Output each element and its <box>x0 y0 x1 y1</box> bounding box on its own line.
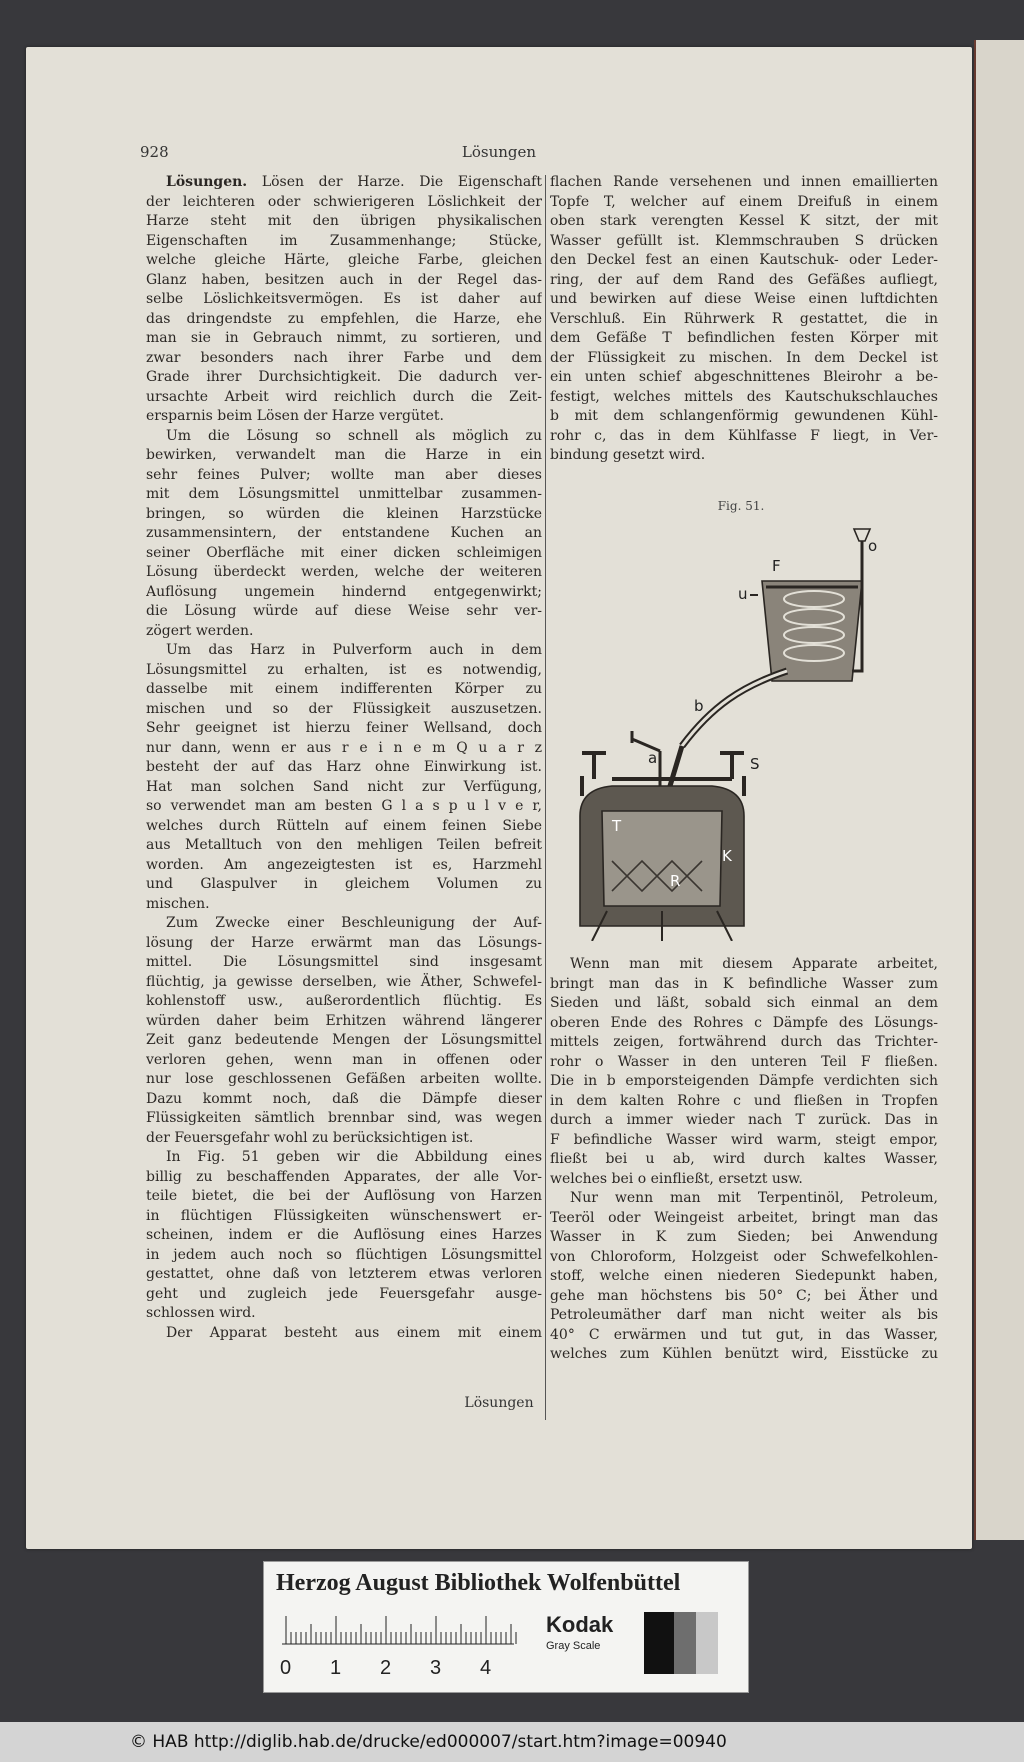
color-calibration-card <box>263 1561 749 1693</box>
text-line: mittel. Die Lösungsmittel sind insgesamt <box>146 954 542 970</box>
text-line: bewirken, verwandelt man die Harze in ein <box>146 447 542 463</box>
text-line: Zum Zwecke einer Beschleunigung der Auf- <box>166 915 542 931</box>
text-line: In Fig. 51 geben wir die Abbildung eines <box>166 1149 542 1165</box>
text-line: nur lose geschlossenen Gefäßen arbeiten wollte. <box>146 1071 542 1087</box>
text-line: Sehr geeignet ist hierzu feiner Wellsand, doch <box>146 720 542 736</box>
text-line: die Lösung würde auf diese Weise sehr ver- <box>146 603 542 619</box>
text-line: Wasser in K zum Sieden; bei Anwendung <box>550 1229 938 1245</box>
text-line: Auflösung ungemein hindernd entgegenwirkt; <box>146 583 542 600</box>
text-line: der Feuersgefahr wohl zu berücksichtigen ist. <box>146 1129 474 1146</box>
text-line: teile bietet, die bei der Auflösung von Harzen <box>146 1188 542 1204</box>
text-line: zusammensintern, der entstandene Kuchen an <box>146 525 542 541</box>
text-line: Wenn man mit diesem Apparate arbeitet, <box>570 956 938 972</box>
text-line: ein unten schief abgeschnittenes Bleirohr a be- <box>550 369 938 385</box>
text-line: Dazu kommt noch, daß die Dämpfe dieser <box>146 1090 542 1107</box>
label-K: K <box>722 847 732 865</box>
text-line: Wasser gefüllt ist. Klemmschrauben S drücken <box>550 232 938 249</box>
text-line: bringt man das in K befindliche Wasser zum <box>550 975 938 992</box>
gray-scale-label: Gray Scale <box>546 1640 601 1652</box>
figure-caption: Fig. 51. <box>717 499 765 513</box>
catchword: Lösungen <box>464 1395 534 1411</box>
label-o: o <box>868 537 878 555</box>
ruler-scale <box>278 1612 518 1682</box>
text-line: würden daher beim Erhitzen während längerer <box>146 1012 542 1029</box>
cooling-vessel-F <box>762 581 862 681</box>
text-line: in jedem auch noch so flüchtigen Lösungsmittel <box>146 1246 542 1263</box>
gray-patch-black <box>644 1612 674 1674</box>
text-line: lösung der Harze erwärmt man das Lösungs- <box>146 934 542 951</box>
text-line: in dem kalten Rohre c und fließen in Tropfen <box>550 1092 938 1109</box>
text-line: 40° C erwärmen und tut gut, in das Wasser, <box>550 1326 938 1343</box>
ruler-number: 3 <box>430 1657 442 1679</box>
text-line: Nur wenn man mit Terpentinöl, Petroleum, <box>570 1190 938 1206</box>
text-line: so verwendet man am besten G l a s p u l v e r, <box>146 798 542 814</box>
text-line: Lösung überdeckt werden, welche der weiteren <box>146 564 542 580</box>
label-F: F <box>772 557 781 575</box>
text-line: Petroleumäther darf man nicht weiter als bis <box>550 1307 938 1323</box>
text-line: rohr c, das in dem Kühlfasse F liegt, in Ver- <box>550 427 938 444</box>
text-line: und Glaspulver in gleichem Volumen zu <box>146 876 542 892</box>
text-line: dem Gefäße T befindlichen festen Körper mit <box>550 330 938 346</box>
book-page <box>26 47 972 1549</box>
text-line: Verschluß. Ein Rührwerk R gestattet, die in <box>550 310 938 327</box>
text-line: gehe man höchstens bis 50° C; bei Äther und <box>550 1287 938 1304</box>
text-line: bindung gesetzt wird. <box>550 447 706 463</box>
adjacent-page-edge <box>974 40 1024 1540</box>
text-line: bringen, so würden die kleinen Harzstücke <box>146 505 542 522</box>
text-line: das dringendste zu empfehlen, die Harze, ehe <box>146 310 542 327</box>
text-line: den Deckel fest an einen Kautschuk- oder Leder- <box>550 252 938 268</box>
text-line: rohr o Wasser in den unteren Teil F fließen. <box>550 1053 938 1070</box>
text-line: sehr feines Pulver; wollte man aber dieses <box>146 466 542 483</box>
text-line: Eigenschaften im Zusammenhange; Stücke, <box>146 232 542 249</box>
text-line: ursachte Arbeit wird reichlich durch die Zeit- <box>146 388 542 405</box>
running-title: Lösungen <box>461 143 537 161</box>
text-line: verloren gehen, wenn man in offenen oder <box>146 1051 542 1068</box>
text-line: flachen Rande versehenen und innen emaillierten <box>550 174 938 190</box>
label-u: u <box>738 585 748 603</box>
library-name: Herzog August Bibliothek Wolfenbüttel <box>276 1570 681 1596</box>
text-line: in flüchtigen Flüssigkeiten wünschenswert er- <box>146 1207 542 1224</box>
text-line: Hat man solchen Sand nicht zur Verfügung, <box>146 778 542 795</box>
text-line: der Flüssigkeit zu mischen. In dem Deckel ist <box>550 349 938 366</box>
label-R: R <box>670 872 681 890</box>
text-line: Topfe T, welcher auf einem Dreifuß in einem <box>550 193 938 210</box>
text-line: Um die Lösung so schnell als möglich zu <box>166 427 542 444</box>
text-line: zögert werden. <box>146 622 254 639</box>
text-line: Teeröl oder Weingeist arbeitet, bringt man das <box>550 1209 938 1226</box>
gray-patch-light <box>696 1612 718 1674</box>
text-line: dasselbe mit einem indifferenten Körper zu <box>146 681 542 697</box>
label-T: T <box>612 817 622 835</box>
text-line: von Chloroform, Holzgeist oder Schwefelkohlen- <box>550 1248 938 1265</box>
text-line: scheinen, indem er die Auflösung eines Harzes <box>146 1227 542 1243</box>
text-line: billig zu beschaffenden Apparates, der alle Vor- <box>146 1168 542 1185</box>
ruler-number: 1 <box>330 1657 342 1679</box>
text-line: Grade ihrer Durchsichtigkeit. Die dadurch ver- <box>146 369 542 385</box>
text-line: Sieden und läßt, sobald sich einmal an dem <box>550 995 938 1011</box>
ruler-number: 0 <box>280 1657 292 1679</box>
text-line: stoff, welche einen niederen Siedepunkt haben, <box>550 1268 938 1284</box>
text-line: seiner Oberfläche mit einer dicken schleimigen <box>146 544 542 561</box>
label-b: b <box>694 697 704 715</box>
text-line: Der Apparat besteht aus einem mit einem <box>166 1324 542 1341</box>
right-column-bottom <box>544 955 938 1365</box>
text-line: oben stark verengten Kessel K sitzt, der mit <box>550 213 938 229</box>
text-line: b mit dem schlangenförmig gewundenen Kühl- <box>550 408 938 424</box>
text-line: der leichteren oder schwierigeren Löslichkeit der <box>146 193 542 210</box>
gray-patch-dark <box>674 1612 696 1674</box>
text-line: welche gleiche Härte, gleiche Farbe, gleichen <box>146 252 542 268</box>
text-line: fließt bei u ab, wird durch kaltes Wasser, <box>550 1151 938 1167</box>
text-line: mischen und so der Flüssigkeit auszusetzen. <box>146 700 542 717</box>
text-line: aus Metalltuch von den mehligen Teilen befreit <box>146 837 542 853</box>
text-line: Glanz haben, besitzen auch in der Regel das- <box>146 271 542 288</box>
copyright-bar: © HAB http://diglib.hab.de/drucke/ed000007/start.htm?image=00940 <box>0 1722 1024 1762</box>
entry-headword: Lösungen. <box>166 174 248 190</box>
label-a: a <box>648 749 658 767</box>
text-line: besteht der auf das Harz ohne Einwirkung ist. <box>146 759 542 775</box>
text-line: oberen Ende des Rohres c Dämpfe des Lösungs- <box>550 1014 938 1031</box>
text-line: Lösungsmittel zu erhalten, ist es notwendig, <box>146 661 542 678</box>
text-line: mit dem Lösungsmittel unmittelbar zusammen- <box>146 486 542 502</box>
text-line: geht und zugleich jede Feuersgefahr ausge- <box>146 1285 542 1302</box>
text-line: Zeit ganz bedeutende Mengen der Lösungsmittel <box>146 1032 542 1048</box>
kodak-logo: Kodak <box>546 1612 614 1637</box>
text-line: welches durch Rütteln auf einem feinen Siebe <box>146 817 542 834</box>
text-line: und bewirken auf diese Weise einen luftdichten <box>550 291 938 307</box>
page-number: 928 <box>140 143 169 161</box>
text-line: selbe Löslichkeitsvermögen. Es ist daher auf <box>146 291 542 307</box>
figure-apparatus <box>562 521 902 941</box>
text-line: nur dann, wenn er aus r e i n e m Q u a r z <box>146 739 542 756</box>
text-line: kohlenstoff usw., außerordentlich flüchtig. Es <box>146 993 542 1009</box>
text-line: F befindliche Wasser wird warm, steigt empor, <box>550 1131 938 1148</box>
text-line: Flüssigkeiten sämtlich brennbar sind, was wegen <box>146 1110 542 1126</box>
text-line: festigt, welches mittels des Kautschukschlauches <box>550 388 938 405</box>
text-line: ring, der auf dem Rand des Gefäßes aufliegt, <box>550 271 938 288</box>
text-line: Harze steht mit den übrigen physikalischen <box>146 213 542 229</box>
left-column <box>146 173 542 1343</box>
text-line: worden. Am angezeigtesten ist es, Harzmehl <box>146 856 542 873</box>
ruler-number: 2 <box>380 1657 392 1679</box>
text-line: mittels zeigen, fortwährend durch das Trichter- <box>550 1034 938 1050</box>
right-column-top <box>544 173 938 466</box>
text-line: schlossen wird. <box>146 1305 256 1321</box>
text-line: Um das Harz in Pulverform auch in dem <box>166 642 542 658</box>
text-line: flüchtig, ja gewisse derselben, wie Äther, Schwefel- <box>146 973 542 990</box>
text-line: ersparnis beim Lösen der Harze vergütet. <box>146 408 445 424</box>
text-line <box>146 173 542 193</box>
text-line: durch a immer wieder nach T zurück. Das in <box>550 1112 938 1128</box>
text-line: mischen. <box>146 895 210 912</box>
ruler-number: 4 <box>480 1657 492 1679</box>
text-line: welches zum Kühlen benützt wird, Eisstücke zu <box>550 1346 938 1362</box>
text-line: zwar besonders nach ihrer Farbe und dem <box>146 349 542 366</box>
text-line: gestattet, ohne daß von letzterem etwas verloren <box>146 1266 542 1282</box>
text-line: man sie in Gebrauch nimmt, zu sortieren, und <box>146 330 542 346</box>
text-span: Lösen der Harze. Die Eigenschaft <box>261 174 542 190</box>
text-line: Die in b emporsteigenden Dämpfe verdichten sich <box>550 1073 938 1089</box>
label-S: S <box>750 755 760 773</box>
text-line: welches bei o einfließt, ersetzt usw. <box>550 1170 803 1187</box>
